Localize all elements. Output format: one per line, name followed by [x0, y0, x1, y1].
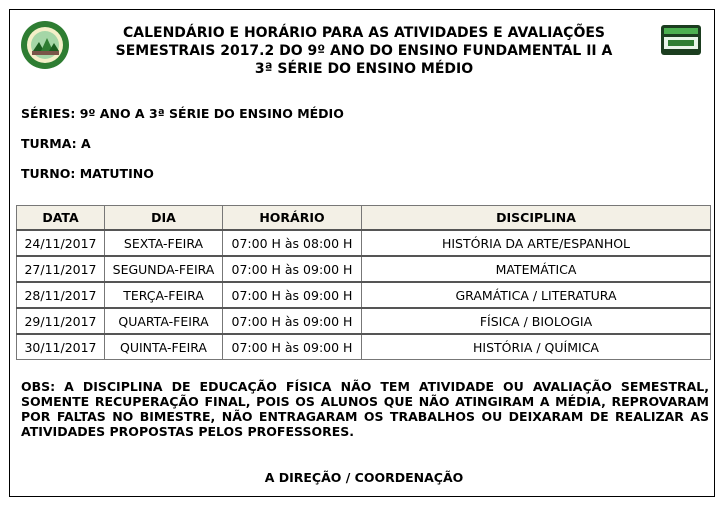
date-cell: 28/11/2017 [17, 282, 105, 308]
date-cell: 27/11/2017 [17, 256, 105, 282]
turno-label: TURNO: MATUTINO [21, 166, 154, 181]
date-cell: 24/11/2017 [17, 230, 105, 256]
table-row [17, 282, 711, 308]
subject-cell: GRAMÁTICA / LITERATURA [362, 282, 711, 308]
column-header: DISCIPLINA [362, 206, 711, 231]
school-seal-icon [20, 20, 70, 70]
subject-cell: HISTÓRIA DA ARTE/ESPANHOL [362, 230, 711, 256]
table-row [17, 308, 711, 334]
time-cell: 07:00 H às 09:00 H [223, 256, 362, 282]
title-line: SEMESTRAIS 2017.2 DO 9º ANO DO ENSINO FUNDAMENTAL II A [115, 43, 613, 59]
table-header-row [17, 206, 711, 231]
observation-note: OBS: A DISCIPLINA DE EDUCAÇÃO FÍSICA NÃO TEM ATIVIDADE OU AVALIAÇÃO SEMESTRAL, SOMENTE RECUPERAÇÃO FINAL, POIS OS ALUNOS QUE NÃO ATINGIRAM A MÉDIA, REPROVARAM POR FALTAS NO BIMESTRE, NÃO ENTRAGARAM OS TRABALHOS OU DEIXARAM DE REALIZAR AS ATIVIDADES PROPOSTAS PELOS PROFESSORES. [21, 379, 709, 439]
day-cell: TERÇA-FEIRA [105, 282, 223, 308]
day-cell: SEXTA-FEIRA [105, 230, 223, 256]
day-cell: QUINTA-FEIRA [105, 334, 223, 360]
subject-cell: MATEMÁTICA [362, 256, 711, 282]
turma-label: TURMA: A [21, 136, 91, 151]
signature-line: A DIREÇÃO / COORDENAÇÃO [264, 470, 464, 485]
table-row [17, 334, 711, 360]
column-header: HORÁRIO [223, 206, 362, 231]
school-shield-icon [656, 22, 706, 62]
subject-cell: FÍSICA / BIOLOGIA [362, 308, 711, 334]
date-cell: 29/11/2017 [17, 308, 105, 334]
column-header: DIA [105, 206, 223, 231]
subject-cell: HISTÓRIA / QUÍMICA [362, 334, 711, 360]
table-row [17, 256, 711, 282]
column-header: DATA [17, 206, 105, 231]
title-line: 3ª SÉRIE DO ENSINO MÉDIO [254, 61, 474, 77]
time-cell: 07:00 H às 09:00 H [223, 282, 362, 308]
day-cell: QUARTA-FEIRA [105, 308, 223, 334]
table-row [17, 230, 711, 256]
time-cell: 07:00 H às 08:00 H [223, 230, 362, 256]
schedule-table [16, 205, 711, 360]
time-cell: 07:00 H às 09:00 H [223, 334, 362, 360]
time-cell: 07:00 H às 09:00 H [223, 308, 362, 334]
title-line: CALENDÁRIO E HORÁRIO PARA AS ATIVIDADES E AVALIAÇÕES [122, 25, 606, 41]
page-title [80, 24, 648, 78]
series-label: SÉRIES: 9º ANO A 3ª SÉRIE DO ENSINO MÉDIO [21, 106, 344, 121]
date-cell: 30/11/2017 [17, 334, 105, 360]
day-cell: SEGUNDA-FEIRA [105, 256, 223, 282]
